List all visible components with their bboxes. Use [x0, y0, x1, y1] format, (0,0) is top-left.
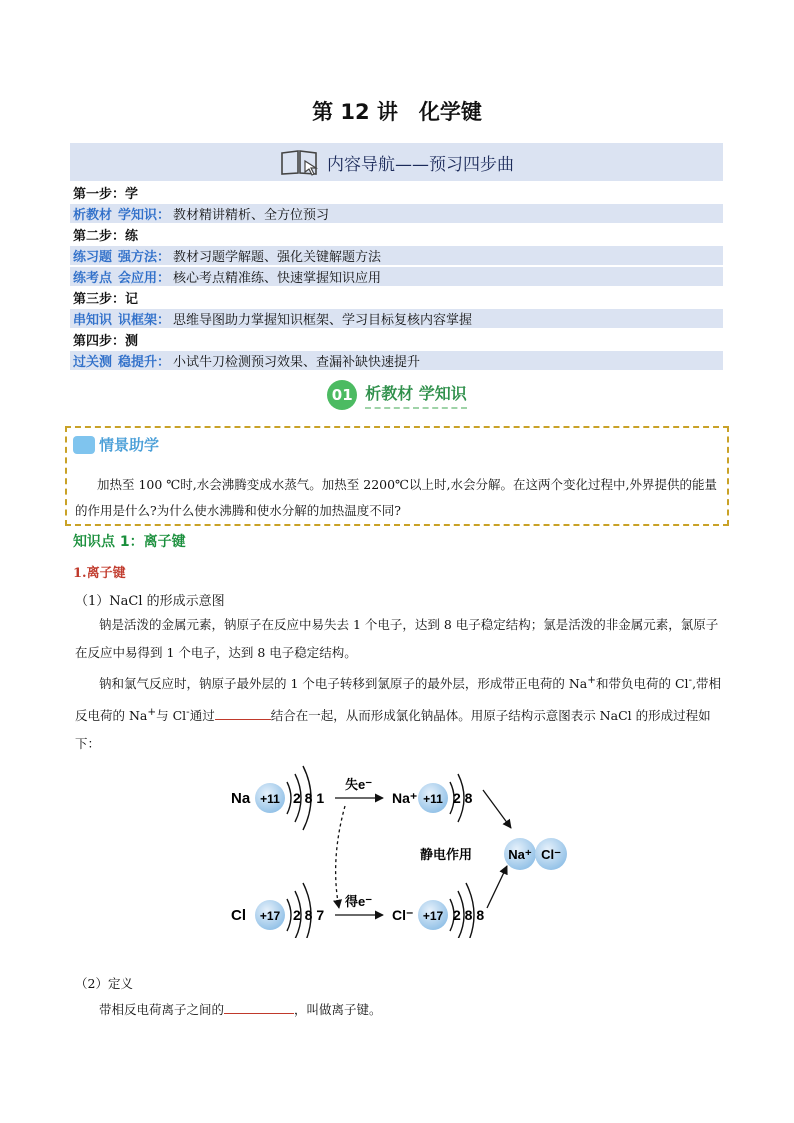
nav-description: 思维导图助力掌握知识框架、学习目标复核内容掌握 — [173, 313, 473, 328]
nav-subkeyword: 强方法： — [118, 250, 171, 265]
nav-description: 小试牛刀检测预习效果、查漏补缺快速提升 — [173, 355, 421, 370]
cl-electrons: 2 8 7 — [293, 907, 325, 923]
cl-ion-electrons: 2 8 8 — [453, 907, 485, 923]
nav-subkeyword: 识框架： — [118, 313, 171, 328]
nav-item — [70, 309, 723, 328]
nav-keyword: 串知识 — [73, 313, 113, 328]
nacl-formation-diagram — [215, 748, 585, 938]
nav-step-text: 第三步：记 — [73, 292, 139, 307]
nav-keyword: 练考点 — [73, 271, 113, 286]
nav-item — [70, 246, 723, 265]
paragraph-1: 钠是活泼的金属元素，钠原子在反应中易失去 1 个电子，达到 8 电子稳定结构；氯是活泼的非金属元素，氯原子在反应中易得到 1 个电子，达到 8 电子稳定结构。 — [75, 617, 719, 660]
knowledge-point-title: 知识点 1：离子键 — [73, 534, 186, 550]
svg-text:+17: +17 — [259, 909, 281, 923]
nav-step-text: 第一步：学 — [73, 187, 139, 202]
nav-step — [70, 288, 723, 307]
svg-text:+11: +11 — [260, 792, 280, 806]
definition-text: 带相反电荷离子之间的 ，叫做离子键。 — [99, 999, 382, 1018]
nav-keyword: 练习题 — [73, 250, 113, 265]
nav-description: 教材精讲精析、全方位预习 — [173, 208, 330, 223]
subheading-nacl: （1）NaCl 的形成示意图 — [75, 594, 225, 609]
nav-subkeyword: 学知识： — [118, 208, 171, 223]
nav-step — [70, 225, 723, 244]
na-ion-label: Na⁺ — [392, 790, 418, 806]
nav-description: 核心考点精准练、快速掌握知识应用 — [173, 271, 382, 286]
nav-heading-text: 内容导航——预习四步曲 — [327, 154, 514, 175]
na-label: Na — [231, 790, 251, 807]
nav-subkeyword: 会应用： — [118, 271, 171, 286]
paragraph-2: 钠和氯气反应时，钠原子最外层的 1 个电子转移到氯原子的最外层，形成带正电荷的 Na+和带负电荷的 Cl-,带相反电荷的 Na+与 Cl-通过 结合在一起，从而形成氯化钠晶体。用原子结构示意图表示 NaCl 的形成过程如下： — [75, 674, 722, 752]
nav-item — [70, 267, 723, 286]
section-number: 01 — [327, 380, 357, 410]
section-header — [0, 380, 794, 410]
definition-heading: （2）定义 — [75, 976, 133, 991]
nav-keyword: 析教材 — [73, 208, 113, 223]
fill-blank-2[interactable] — [224, 999, 294, 1014]
svg-text:Cl⁻: Cl⁻ — [541, 847, 561, 862]
scenario-icon — [73, 436, 95, 454]
nav-step-text: 第四步：测 — [73, 334, 139, 349]
lose-electron-label: 失e⁻ — [345, 777, 373, 792]
nav-heading — [70, 143, 723, 181]
nav-item — [70, 351, 723, 370]
electrostatic-label: 静电作用 — [420, 847, 473, 862]
fill-blank-1[interactable] — [215, 705, 271, 720]
na-ion-to-pair-arrow — [483, 790, 511, 828]
nav-step — [70, 330, 723, 349]
nav-item — [70, 204, 723, 223]
gain-electron-label: 得e⁻ — [345, 894, 373, 909]
scenario-box — [65, 426, 729, 526]
scenario-badge — [73, 434, 159, 455]
cl-label: Cl — [231, 907, 246, 924]
subheading-ionic-bond: 1.离子键 — [73, 566, 126, 581]
svg-text:+11: +11 — [423, 792, 443, 806]
book-icon — [279, 147, 321, 177]
nav-step — [70, 183, 723, 202]
scenario-text: 加热至 100 ℃时,水会沸腾变成水蒸气。加热至 2200℃以上时,水会分解。在这两个变化过程中,外界提供的能量的作用是什么?为什么使水沸腾和使水分解的加热温度不同? — [75, 477, 717, 518]
cl-ion-to-pair-arrow — [487, 866, 507, 908]
svg-text:+17: +17 — [422, 909, 444, 923]
scenario-badge-text: 情景助学 — [99, 436, 160, 454]
nav-subkeyword: 稳提升： — [118, 355, 171, 370]
nav-description: 教材习题学解题、强化关键解题方法 — [173, 250, 382, 265]
nav-keyword: 过关测 — [73, 355, 113, 370]
electron-transfer-arrow — [336, 806, 345, 908]
cl-ion-label: Cl⁻ — [392, 907, 414, 923]
content-navigation — [70, 143, 723, 370]
page-title: 第 12 讲 化学键 — [312, 100, 482, 124]
nav-step-text: 第二步：练 — [73, 229, 139, 244]
na-ion-electrons: 2 8 — [453, 790, 473, 806]
section-label: 析教材 学知识 — [365, 381, 467, 409]
svg-text:Na⁺: Na⁺ — [508, 847, 532, 862]
na-electrons: 2 8 1 — [293, 790, 325, 806]
